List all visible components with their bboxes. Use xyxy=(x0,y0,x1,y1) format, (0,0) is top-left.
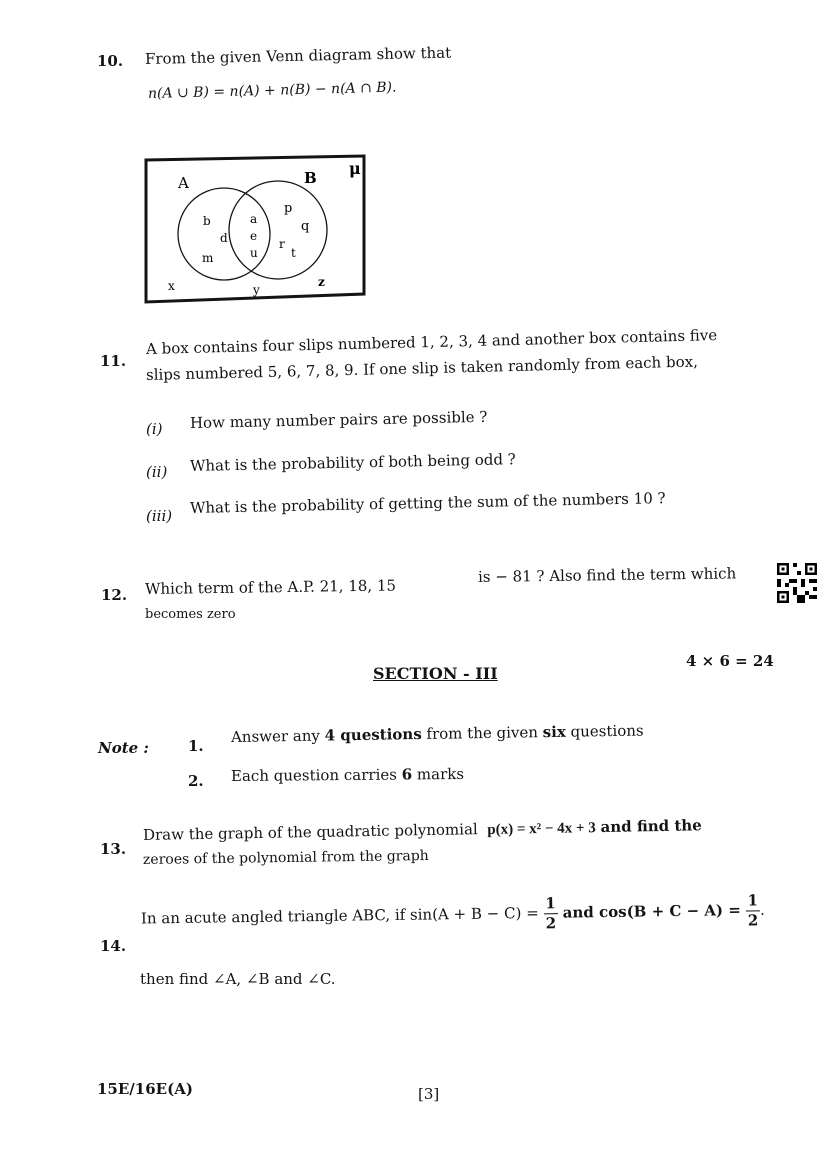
q11-sub1-text: How many number pairs are possible ? xyxy=(189,407,488,432)
set-b-circle xyxy=(229,181,327,279)
note-item1-text: Answer any 4 questions from the given six questions xyxy=(230,721,644,746)
elem-outside-1: x xyxy=(168,279,175,293)
note-item2-text: Each question carries 6 marks xyxy=(230,764,465,785)
elem-b-only-4: t xyxy=(291,246,296,260)
qr-code-icon xyxy=(777,563,817,603)
elem-intersection-1: a xyxy=(250,212,258,226)
elem-outside-3: z xyxy=(318,275,325,289)
elem-intersection-3: u xyxy=(250,246,258,260)
paper-code: 15E/16E(A) xyxy=(97,1080,193,1098)
note-item2-number: 2. xyxy=(188,772,204,790)
q11-line2: slips numbered 5, 6, 7, 8, 9. If one slip is taken randomly from each box, xyxy=(145,352,699,384)
elem-a-only-3: m xyxy=(202,251,214,265)
q14-line2: then find ∠A, ∠B and ∠C. xyxy=(140,970,336,988)
elem-a-only-2: d xyxy=(220,231,228,245)
set-a-label: A xyxy=(178,174,189,192)
q14-line1: In an acute angled triangle ABC, if sin(A + B − C) = $\frac{1}{2}$ and cos(B + C − A) = $\frac{1}{2}$ . xyxy=(140,891,766,933)
q11-sub3-text: What is the probability of getting the sum of the numbers 10 ? xyxy=(189,489,666,517)
q10-formula: n(A ∪ B) = n(A) + n(B) − n(A ∩ B). xyxy=(147,79,397,102)
set-b-label: B xyxy=(304,169,317,187)
q10-number: 10. xyxy=(97,52,124,70)
note-item1-number: 1. xyxy=(188,737,204,755)
q14-number: 14. xyxy=(100,937,127,955)
q13-number: 13. xyxy=(100,840,127,858)
elem-outside-2: y xyxy=(253,283,260,297)
elem-b-only-1: p xyxy=(284,201,293,216)
q12-line1-a: Which term of the A.P. 21, 18, 15 xyxy=(144,576,397,598)
q11-sub1-label: (i) xyxy=(146,420,163,438)
q12-line2: becomes zero xyxy=(145,607,236,622)
q11-sub2-label: (ii) xyxy=(146,463,168,481)
q11-sub3-label: (iii) xyxy=(146,507,173,525)
q12-number: 12. xyxy=(101,586,128,604)
section-marks: 4 × 6 = 24 xyxy=(686,652,774,670)
note-label: Note : xyxy=(98,739,149,757)
q14-fraction-1: $\frac{1}{2}$ xyxy=(545,894,557,933)
q11-sub2-text: What is the probability of both being odd ? xyxy=(189,450,516,475)
elem-intersection-2: e xyxy=(250,229,258,243)
q13-line1: Draw the graph of the quadratic polynomial p(x) = x² − 4x + 3 and find the xyxy=(142,816,702,844)
elem-b-only-3: r xyxy=(279,237,285,251)
venn-diagram xyxy=(142,150,368,310)
q14-fraction-2: $\frac{1}{2}$ xyxy=(747,891,759,930)
universal-set-label: μ xyxy=(349,159,361,178)
q12-line1-b: is − 81 ? Also find the term which xyxy=(477,564,737,586)
page-number: [3] xyxy=(418,1085,440,1103)
q13-line2: zeroes of the polynomial from the graph xyxy=(142,848,429,868)
elem-b-only-2: q xyxy=(301,219,310,234)
q11-line1: A box contains four slips numbered 1, 2, 3, 4 and another box contains five xyxy=(145,326,718,358)
elem-a-only-1: b xyxy=(203,214,211,228)
q11-number: 11. xyxy=(100,352,127,370)
q10-text: From the given Venn diagram show that xyxy=(144,43,452,68)
section-title: SECTION - III xyxy=(373,664,498,683)
